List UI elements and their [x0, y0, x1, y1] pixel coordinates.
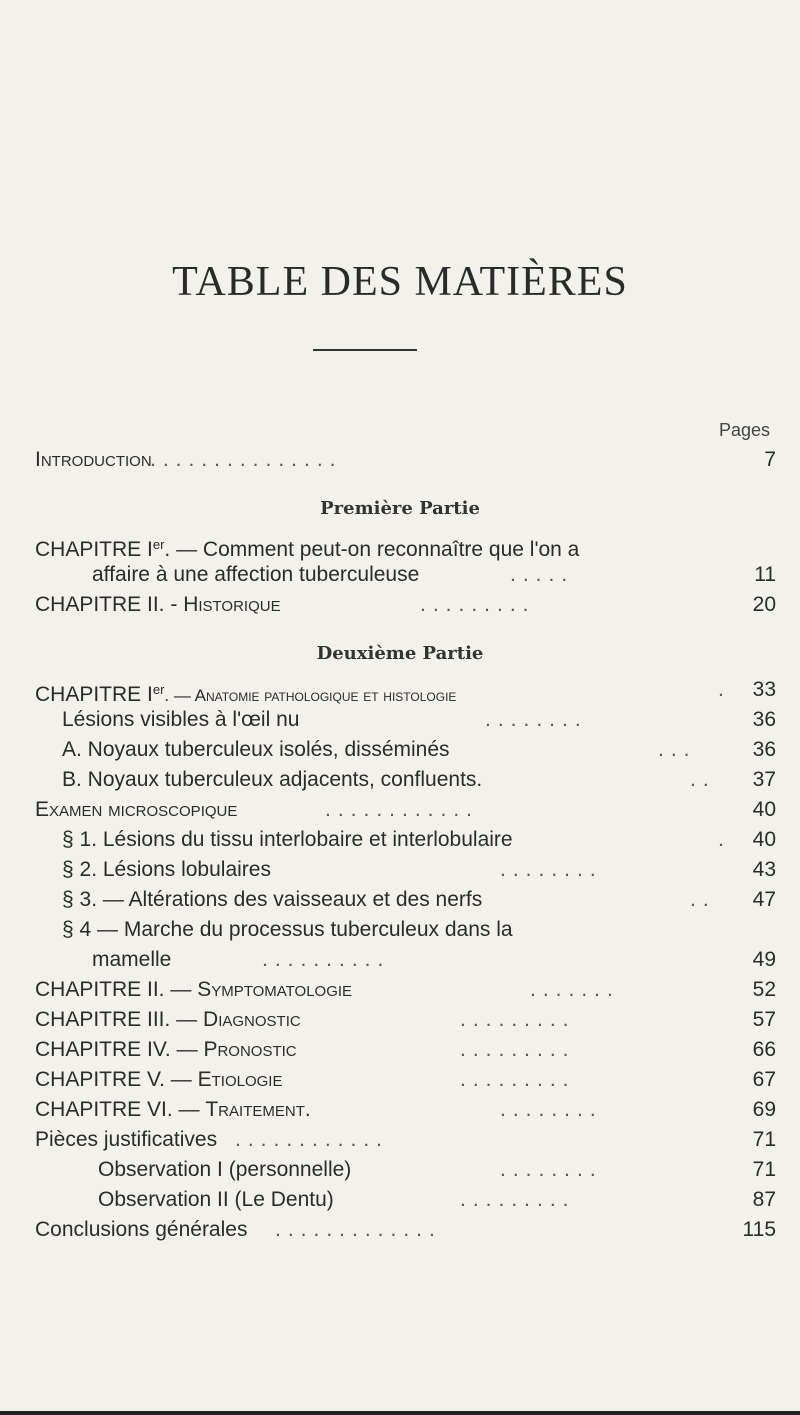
toc-entry-page: 49: [752, 948, 776, 971]
toc-entry-label: Lésions visibles à l'œil nu: [62, 708, 300, 731]
toc-entry-chapter-4[interactable]: [0, 1035, 800, 1065]
toc-entry-page: 37: [752, 768, 776, 791]
toc-entry-pieces-justificatives[interactable]: [0, 1125, 800, 1155]
leader-dots: .: [718, 678, 731, 701]
toc-entry-page: 20: [752, 593, 776, 616]
leader-dots: ..: [690, 768, 716, 791]
chapter-label: CHAPITRE IV. —: [35, 1038, 204, 1061]
toc-entry-page: 7: [764, 448, 776, 471]
leader-dots: .........: [460, 1188, 576, 1211]
toc-entry-section-2[interactable]: [0, 855, 800, 885]
toc-entry-page: 57: [752, 1008, 776, 1031]
toc-entry-page: 69: [752, 1098, 776, 1121]
toc-entry-observation-2[interactable]: [0, 1185, 800, 1215]
toc-entry-page: 66: [752, 1038, 776, 1061]
leader-dots: .....: [510, 563, 575, 586]
toc-entry-page: 87: [752, 1188, 776, 1211]
pages-column-header: Pages: [718, 420, 770, 440]
toc-entry-noyaux-isoles[interactable]: [0, 735, 800, 765]
toc-entry-page: 40: [752, 828, 776, 851]
toc-entry-introduction[interactable]: [0, 445, 800, 475]
toc-entry-page: 36: [752, 708, 776, 731]
toc-entry-label: Pièces justificatives: [35, 1128, 218, 1151]
toc-entry-page: 52: [752, 978, 776, 1001]
chapter-label: CHAPITRE I: [35, 683, 153, 706]
toc-entry-label: § 1. Lésions du tissu interlobaire et interlobulaire: [62, 828, 513, 851]
toc-entry-page: 71: [752, 1128, 776, 1151]
toc-entry-label: Conclusions générales: [35, 1218, 248, 1241]
toc-entry-label: mamelle: [92, 948, 172, 971]
toc-entry-chapter-5[interactable]: [0, 1065, 800, 1095]
leader-dots: ........: [500, 1098, 603, 1121]
chapter-label: CHAPITRE VI. —: [35, 1098, 206, 1121]
chapter-title: Historique: [183, 593, 281, 616]
part-heading-second: Deuxième Partie: [316, 643, 484, 664]
page-edge-bar: [0, 1411, 800, 1415]
toc-entry-chapter-6[interactable]: [0, 1095, 800, 1125]
toc-entry-page: 47: [752, 888, 776, 911]
chapter-title: Etiologie: [197, 1068, 283, 1091]
chapter-label: CHAPITRE V. —: [35, 1068, 198, 1091]
toc-entry-noyaux-adjacents[interactable]: [0, 765, 800, 795]
toc-entry-page: 40: [752, 798, 776, 821]
toc-entry-section-4-cont[interactable]: [0, 945, 800, 975]
toc-entry-label: § 3. — Altérations des vaisseaux et des nerfs: [62, 888, 483, 911]
toc-entry-page: 33: [752, 678, 776, 701]
toc-entry-lesions-visibles[interactable]: [0, 705, 800, 735]
leader-dots: .......: [530, 978, 620, 1001]
toc-entry-label: § 2. Lésions lobulaires: [62, 858, 271, 881]
toc-entry-label: § 4 — Marche du processus tuberculeux dans la: [62, 918, 513, 941]
toc-entry-page: 43: [752, 858, 776, 881]
toc-entry-chapter-1-anatomie[interactable]: [0, 675, 800, 705]
ordinal-superscript: er: [152, 537, 165, 552]
leader-dots: ........: [500, 858, 603, 881]
leader-dots: ............: [325, 798, 480, 821]
chapter-label: CHAPITRE III. —: [35, 1008, 204, 1031]
toc-entry-chapter-2-symptomatologie[interactable]: [0, 975, 800, 1005]
document-title: TABLE DES MATIÈRES: [172, 259, 628, 305]
chapter-title: Traitement.: [205, 1098, 311, 1121]
toc-entry-page: 36: [752, 738, 776, 761]
leader-dots: .: [718, 828, 731, 851]
leader-dots: .........: [460, 1068, 576, 1091]
chapter-title: . — Comment peut-on reconnaître que l'on a: [164, 538, 580, 561]
toc-entry-page: 67: [752, 1068, 776, 1091]
toc-entry-conclusions[interactable]: [0, 1215, 800, 1245]
toc-entry-page: 71: [752, 1158, 776, 1181]
toc-entry-page: 11: [754, 563, 776, 586]
leader-dots: .........: [460, 1038, 576, 1061]
chapter-label: CHAPITRE II. -: [35, 593, 184, 616]
toc-entry-examen-microscopique[interactable]: [0, 795, 800, 825]
toc-entry-page: 115: [742, 1218, 776, 1241]
toc-entry-label: Introduction: [35, 448, 152, 471]
toc-entry-chapter-2-historique[interactable]: [0, 590, 800, 620]
toc-entry-label: Examen microscopique: [35, 798, 238, 821]
leader-dots: ...............: [150, 448, 343, 471]
leader-dots: ...: [658, 738, 697, 761]
toc-entry-chapter-3[interactable]: [0, 1005, 800, 1035]
toc-entry-label: B. Noyaux tuberculeux adjacents, confluents.: [62, 768, 483, 791]
toc-entry-section-4[interactable]: [0, 915, 800, 945]
toc-entry-label: A. Noyaux tuberculeux isolés, disséminés: [62, 738, 450, 761]
chapter-title: Pronostic: [203, 1038, 297, 1061]
toc-entry-chapter-1[interactable]: [0, 530, 800, 560]
chapter-label: CHAPITRE I: [35, 538, 153, 561]
chapter-title: . — Anatomie pathologique et histologie: [164, 686, 457, 705]
leader-dots: ............: [235, 1128, 390, 1151]
title-rule: [313, 349, 417, 351]
toc-entry-observation-1[interactable]: [0, 1155, 800, 1185]
leader-dots: ..........: [262, 948, 391, 971]
toc-entry-section-1[interactable]: [0, 825, 800, 855]
leader-dots: .........: [420, 593, 536, 616]
leader-dots: .........: [460, 1008, 576, 1031]
chapter-title: Symptomatologie: [197, 978, 353, 1001]
leader-dots: ........: [485, 708, 588, 731]
part-heading-first: Première Partie: [320, 498, 480, 519]
leader-dots: ........: [500, 1158, 603, 1181]
toc-entry-label: affaire à une affection tuberculeuse: [92, 563, 420, 586]
toc-entry-label: Observation II (Le Dentu): [98, 1188, 334, 1211]
leader-dots: ..: [690, 888, 716, 911]
chapter-title: Diagnostic: [203, 1008, 301, 1031]
chapter-label: CHAPITRE II. —: [35, 978, 198, 1001]
leader-dots: .............: [275, 1218, 442, 1241]
toc-entry-label: Observation I (personnelle): [98, 1158, 352, 1181]
toc-entry-section-3[interactable]: [0, 885, 800, 915]
ordinal-superscript: er: [152, 682, 165, 697]
toc-entry-chapter-1-cont[interactable]: [0, 560, 800, 590]
